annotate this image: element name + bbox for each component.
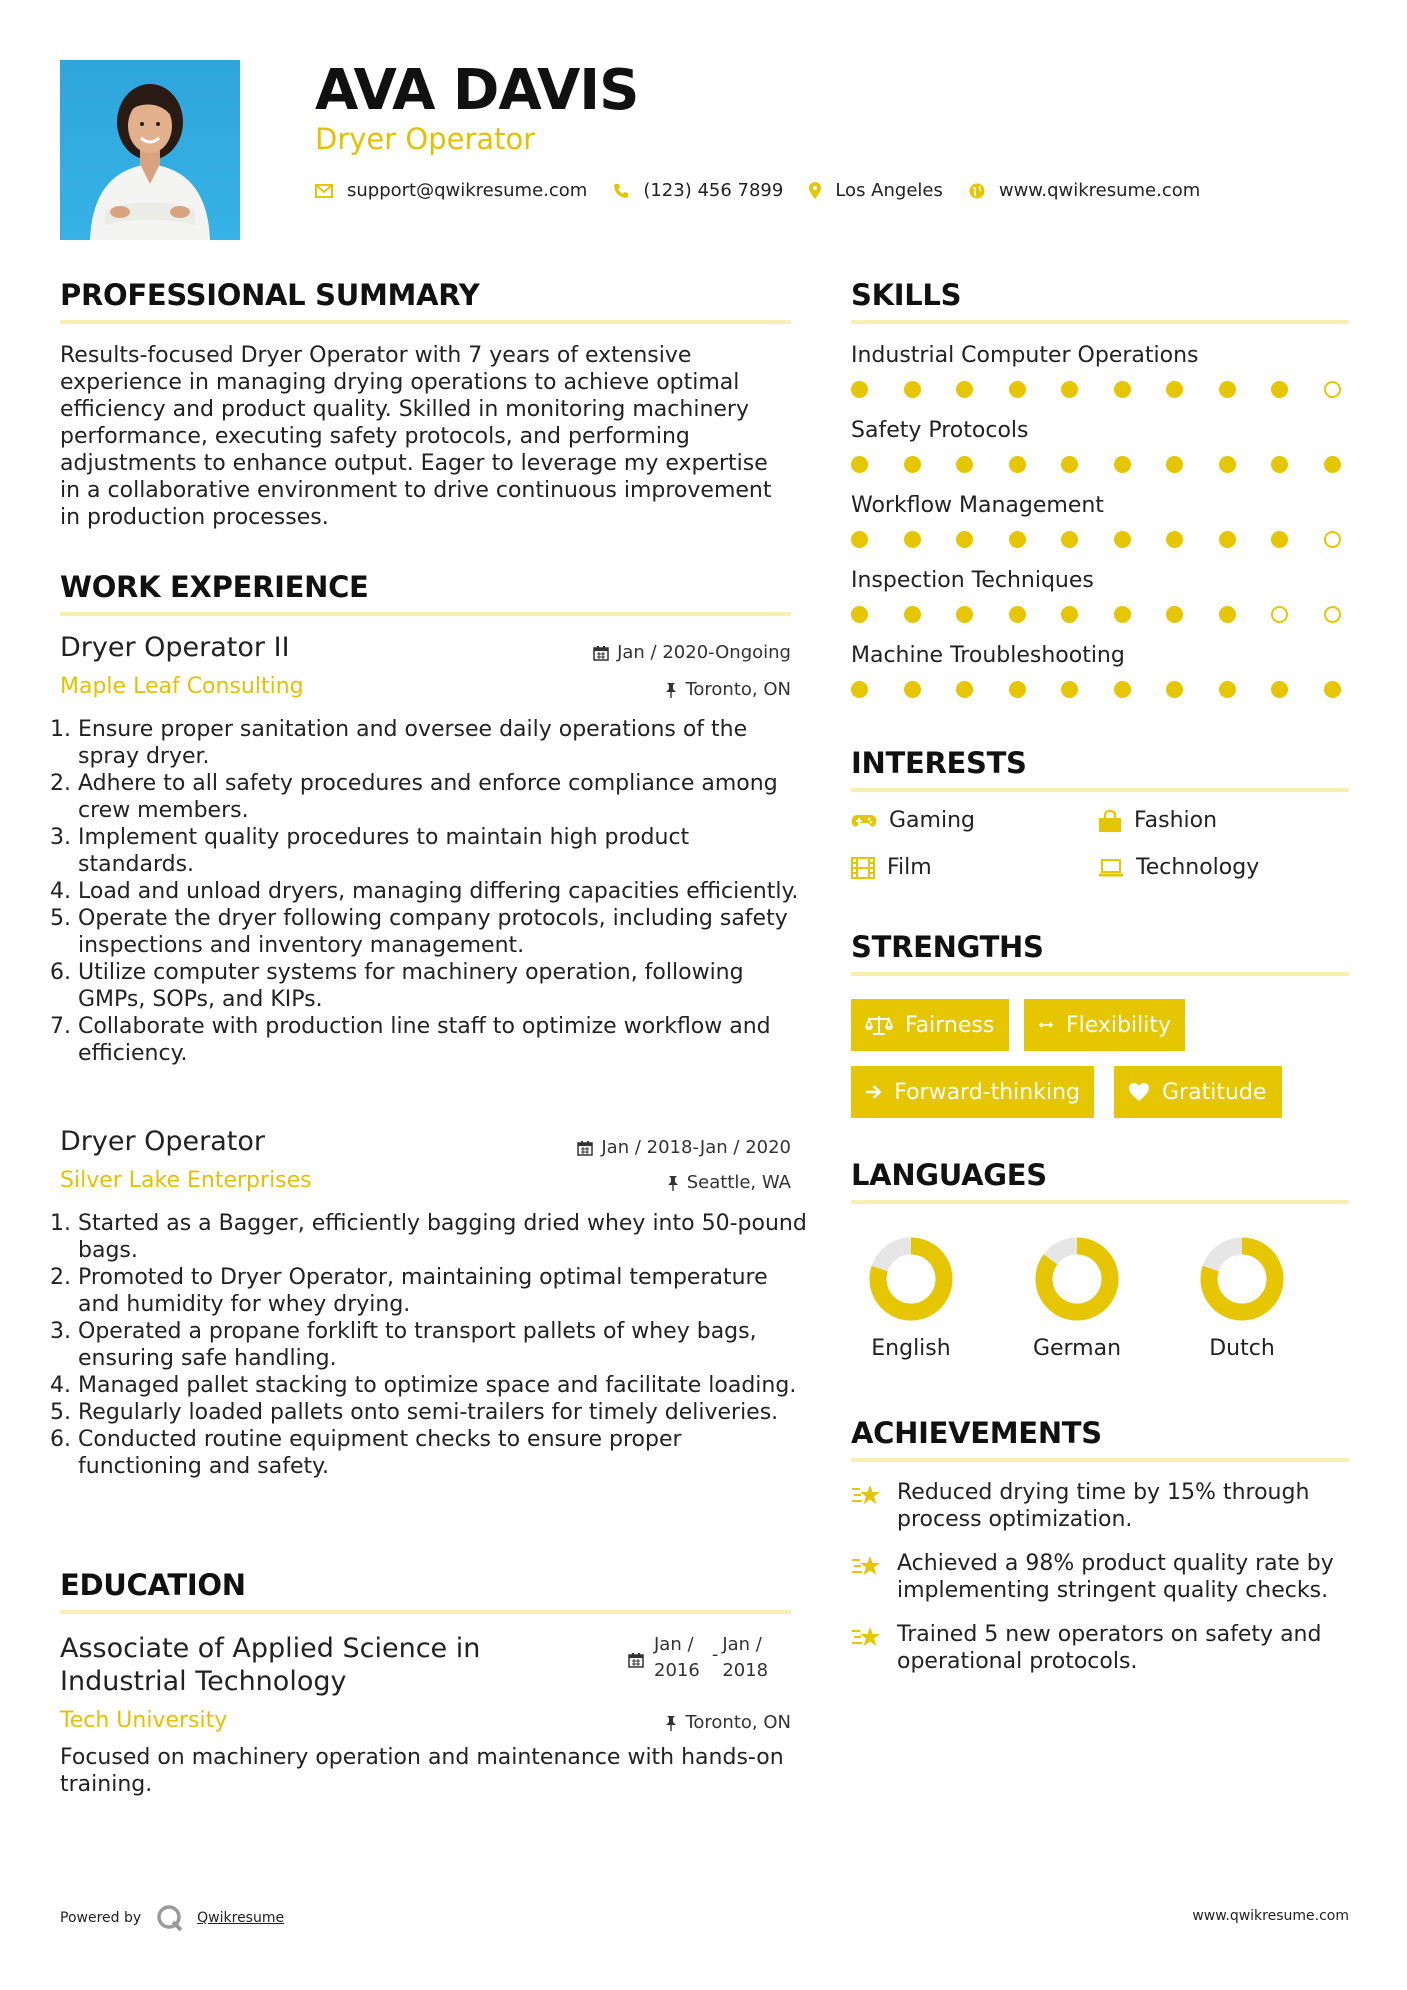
profile-photo [60,60,240,240]
skill-label: Safety Protocols [851,418,1029,443]
skill-dot-filled [1166,681,1183,698]
job-location [665,679,791,700]
strength-label: Flexibility [1066,1012,1171,1038]
strengths-heading: STRENGTHS [851,930,1044,964]
interest-label: Fashion [1134,808,1218,833]
contact-phone[interactable] [613,180,783,201]
education-end-year: 2018 [722,1660,769,1681]
contact-location-text: Los Angeles [835,180,943,201]
summary-line: in production processes. [60,505,329,530]
list-item: 2. Adhere to all safety procedures and enforce compliance among crew members. [78,770,808,824]
arrow-right-icon [865,1083,882,1101]
skill-dot-filled [851,456,868,473]
skill-dot-empty [1324,531,1341,548]
job-date [593,642,791,663]
skill-dot-filled [956,381,973,398]
summary-text [60,342,800,531]
list-item: 5. Regularly loaded pallets onto semi-trailers for timely deliveries. [78,1399,808,1426]
skill-dot-filled [851,606,868,623]
skill-dot-filled [1219,456,1236,473]
skill-item [851,643,1341,698]
education-end [722,1632,768,1684]
languages-heading: LANGUAGES [851,1158,1047,1192]
achievement-text: Trained 5 new operators on safety and operational protocols. [897,1622,1322,1674]
skill-dot-filled [1166,381,1183,398]
experience-divider [60,612,791,616]
achievement-item [851,1621,1351,1675]
skill-rating [851,606,1341,623]
achievement-text: Reduced drying time by 15% through process optimization. [897,1480,1310,1532]
school-name: Tech University [60,1708,228,1733]
skill-dot-filled [1009,681,1026,698]
strength-tag-fairness [851,999,1009,1051]
qwikresume-link[interactable]: Qwikresume [197,1910,285,1926]
language-proficiency-ring [1017,1232,1137,1332]
language-label: Dutch [1209,1336,1275,1361]
degree-line: Associate of Applied Science in [60,1633,481,1664]
skill-dot-filled [956,531,973,548]
skill-dot-filled [1061,381,1078,398]
job-location [667,1172,791,1193]
skill-dot-filled [1166,606,1183,623]
strength-tag-flexibility [1024,999,1185,1051]
job-duties-list [60,716,808,1067]
skill-dot-filled [904,606,921,623]
skill-dot-filled [1271,531,1288,548]
skill-dot-filled [1009,456,1026,473]
footer-branding [60,1903,284,1933]
list-item: 4. Load and unload dryers, managing differing capacities efficiently. [78,878,808,905]
education-start-month: Jan / [654,1634,694,1655]
skill-dot-empty [1324,606,1341,623]
contact-bar [315,180,1226,201]
job-date-text: Jan / 2018-Jan / 2020 [601,1137,791,1158]
skill-dot-filled [904,531,921,548]
list-item: 3. Operated a propane forklift to transport pallets of whey bags, ensuring safe handling. [78,1318,808,1372]
language-item [1182,1232,1302,1361]
skill-dot-filled [1009,381,1026,398]
job-date-text: Jan / 2020-Ongoing [617,642,791,663]
skill-dot-filled [1114,531,1131,548]
skill-dot-filled [956,681,973,698]
skill-dot-filled [1219,381,1236,398]
arrows-horizontal-icon [1038,1018,1054,1032]
envelope-icon [315,184,333,198]
candidate-title: Dryer Operator [315,122,536,156]
job-duties-list [60,1210,808,1480]
calendar-icon [577,1140,593,1156]
skill-dot-filled [1324,681,1341,698]
interests-divider [851,788,1349,792]
skill-dot-filled [1061,681,1078,698]
contact-website-text: www.qwikresume.com [998,180,1201,201]
interests-heading: INTERESTS [851,746,1027,780]
education-description: Focused on machinery operation and maintenance with hands-on training. [60,1745,784,1797]
strength-tag-forward-thinking [851,1066,1094,1118]
skills-heading: SKILLS [851,278,962,312]
job-title: Dryer Operator [60,1126,266,1157]
achievements-divider [851,1458,1349,1462]
skill-item [851,418,1341,473]
summary-line: experience in managing drying operations to achieve optimal [60,370,740,395]
summary-line: in a collaborative environment to drive continuous improvement [60,478,772,503]
language-item [1017,1232,1137,1361]
achievements-heading: ACHIEVEMENTS [851,1416,1102,1450]
shopping-bag-icon [1098,810,1122,832]
shooting-star-icon [851,1552,883,1580]
school-location [665,1712,791,1733]
summary-line: efficiency and product quality. Skilled in monitoring machinery [60,397,749,422]
balance-scale-icon [865,1014,893,1036]
contact-email[interactable] [315,180,587,201]
strengths-divider [851,972,1349,976]
education-end-month: Jan / [722,1634,762,1655]
candidate-name: AVA DAVIS [315,58,639,123]
list-item: 4. Managed pallet stacking to optimize space and facilitate loading. [78,1372,808,1399]
skill-dot-filled [956,456,973,473]
skill-item [851,493,1341,548]
degree-line: Industrial Technology [60,1666,347,1697]
education-divider [60,1610,791,1614]
skill-rating [851,381,1341,398]
skill-dot-filled [1114,606,1131,623]
shooting-star-icon [851,1623,883,1651]
laptop-icon [1098,859,1124,877]
interest-label: Film [887,855,932,880]
strength-label: Forward-thinking [894,1079,1080,1105]
interest-item-film [851,855,932,880]
pushpin-icon [665,682,677,698]
interest-label: Technology [1136,855,1260,880]
powered-by-label: Powered by [60,1910,142,1926]
skill-dot-filled [1324,456,1341,473]
skill-dot-filled [904,456,921,473]
person-photo-illustration [60,60,240,240]
skill-dot-filled [1114,456,1131,473]
skill-dot-filled [1061,606,1078,623]
skill-dot-filled [904,681,921,698]
qwikresume-logo-icon [155,1903,185,1933]
contact-website[interactable] [969,180,1200,201]
summary-heading: PROFESSIONAL SUMMARY [60,278,480,312]
summary-line: Results-focused Dryer Operator with 7 years of extensive [60,343,692,368]
languages-divider [851,1200,1349,1204]
skill-item [851,568,1341,623]
phone-icon [613,183,629,199]
skill-dot-filled [1114,681,1131,698]
film-icon [851,857,875,879]
date-separator: - [711,1644,719,1665]
footer-url[interactable]: www.qwikresume.com [1192,1908,1349,1924]
job-company: Silver Lake Enterprises [60,1168,312,1193]
strength-label: Gratitude [1162,1079,1267,1105]
skill-dot-filled [1271,681,1288,698]
list-item: 6. Conducted routine equipment checks to ensure proper functioning and safety. [78,1426,808,1480]
language-label: English [871,1336,951,1361]
skill-label: Workflow Management [851,493,1104,518]
language-item [851,1232,971,1361]
skill-dot-filled [1061,531,1078,548]
list-item: 5. Operate the dryer following company protocols, including safety inspections and inventory management. [78,905,808,959]
language-proficiency-ring [851,1232,971,1332]
summary-line: adjustments to enhance output. Eager to leverage my expertise [60,451,768,476]
interest-item-fashion [1098,808,1217,833]
achievement-item [851,1479,1351,1533]
skill-dot-filled [1271,381,1288,398]
heart-icon [1128,1082,1150,1102]
summary-line: performance, executing safety protocols, and performing [60,424,690,449]
skill-dot-filled [1219,681,1236,698]
skill-dot-filled [1219,531,1236,548]
job-location-text: Seattle, WA [686,1172,791,1193]
list-item: 2. Promoted to Dryer Operator, maintaining optimal temperature and humidity for whey drying. [78,1264,808,1318]
experience-heading: WORK EXPERIENCE [60,570,369,604]
skill-label: Inspection Techniques [851,568,1094,593]
interest-item-gaming [851,808,975,833]
skill-dot-filled [851,381,868,398]
list-item: 1. Started as a Bagger, efficiently bagging dried whey into 50-pound bags. [78,1210,808,1264]
interest-item-technology [1098,855,1259,880]
contact-phone-text: (123) 456 7899 [643,180,784,201]
skill-dot-filled [1009,606,1026,623]
language-label: German [1032,1336,1122,1361]
strength-tag-gratitude [1114,1066,1282,1118]
globe-icon [969,183,985,199]
interest-label: Gaming [889,808,975,833]
education-heading: EDUCATION [60,1568,246,1602]
list-item: 3. Implement quality procedures to maintain high product standards. [78,824,808,878]
list-item: 7. Collaborate with production line staff to optimize workflow and efficiency. [78,1013,808,1067]
skill-dot-filled [904,381,921,398]
calendar-icon [628,1652,644,1668]
skill-rating [851,531,1341,548]
skill-dot-filled [1061,456,1078,473]
skill-dot-filled [851,531,868,548]
summary-divider [60,320,791,324]
contact-email-text: support@qwikresume.com [347,180,588,201]
skill-rating [851,456,1341,473]
shooting-star-icon [851,1481,883,1509]
job-title: Dryer Operator II [60,632,290,663]
skill-dot-filled [851,681,868,698]
skill-dot-filled [1219,606,1236,623]
skills-divider [851,320,1349,324]
list-item: 1. Ensure proper sanitation and oversee daily operations of the spray dryer. [78,716,808,770]
job-date [577,1137,791,1158]
skill-dot-filled [1009,531,1026,548]
achievement-text: Achieved a 98% product quality rate by implementing stringent quality checks. [897,1551,1334,1603]
skill-dot-empty [1271,606,1288,623]
map-marker-icon [809,182,821,199]
pushpin-icon [665,1715,677,1731]
skill-label: Industrial Computer Operations [851,343,1199,368]
pushpin-icon [667,1175,679,1191]
contact-location [809,180,943,201]
skill-dot-filled [1166,456,1183,473]
education-dates [628,1632,768,1684]
education-start [654,1632,700,1684]
degree-title [60,1632,480,1698]
skill-dot-filled [956,606,973,623]
school-location-text: Toronto, ON [685,1712,791,1733]
job-location-text: Toronto, ON [685,679,791,700]
achievement-item [851,1550,1351,1604]
skill-rating [851,681,1341,698]
skill-dot-filled [1271,456,1288,473]
skill-label: Machine Troubleshooting [851,643,1125,668]
skill-item [851,343,1341,398]
skill-dot-filled [1114,381,1131,398]
calendar-icon [593,645,609,661]
skill-dot-empty [1324,381,1341,398]
job-company: Maple Leaf Consulting [60,674,304,699]
strength-label: Fairness [905,1012,995,1038]
education-start-year: 2016 [654,1660,700,1681]
skill-dot-filled [1166,531,1183,548]
language-proficiency-ring [1182,1232,1302,1332]
gamepad-icon [851,813,877,829]
list-item: 6. Utilize computer systems for machinery operation, following GMPs, SOPs, and KIPs. [78,959,808,1013]
